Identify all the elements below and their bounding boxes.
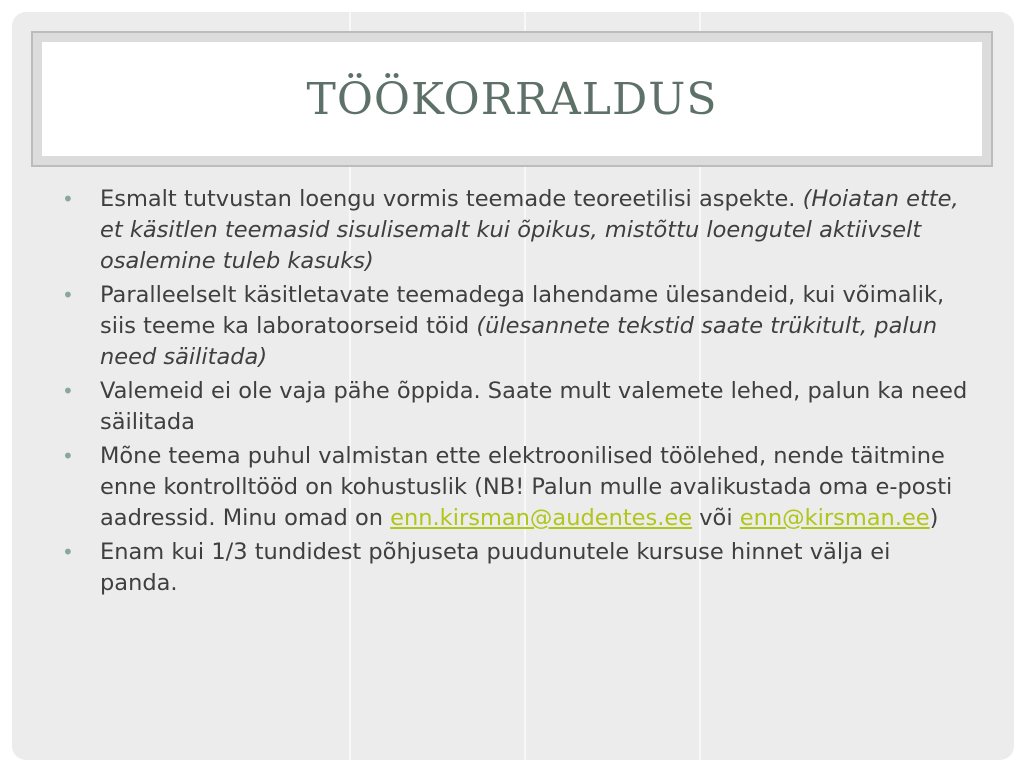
bullet-item [58, 280, 968, 373]
title-frame [31, 31, 993, 167]
bullet-item [58, 376, 968, 438]
bullet-text: Enam kui 1/3 tundidest põhjuseta puudunutele kursuse hinnet välja ei panda. [100, 539, 891, 596]
bullet-italic-note: (Hoiatan ette, et käsitlen teemasid sisulisemalt kui õpikus, mistõttu loengutel aktiivselt osalemine tuleb kasuks) [100, 186, 959, 274]
bullet-dot-icon: • [62, 283, 74, 307]
bullet-text: Valemeid ei ole vaja pähe õppida. Saate mult valemete lehed, palun ka need säilitada [100, 378, 968, 435]
bullet-closing-paren: ) [929, 505, 939, 531]
bullet-text: Esmalt tutvustan loengu vormis teemade teoreetilisi aspekte. [100, 186, 796, 212]
title-box [42, 42, 982, 156]
bullet-dot-icon: • [62, 540, 74, 564]
bullet-dot-icon: • [62, 444, 74, 468]
slide-title: TÖÖKORRALDUS [306, 73, 718, 125]
email-link-audentes[interactable]: enn.kirsman@audentes.ee [390, 505, 693, 531]
bullet-text: Paralleelselt käsitletavate teemadega lahendame ülesandeid, kui võimalik, siis teeme ka laboratoorseid töid [100, 282, 945, 339]
bullet-item [58, 184, 968, 277]
bullet-dot-icon: • [62, 187, 74, 211]
slide-content [58, 184, 968, 602]
bullet-item [58, 441, 968, 534]
slide [12, 12, 1014, 760]
bullet-connector-text: või [699, 505, 733, 531]
email-link-kirsman[interactable]: enn@kirsman.ee [739, 505, 930, 531]
bullet-item [58, 537, 968, 599]
bullet-italic-note: (ülesannete tekstid saate trükitult, palun need säilitada) [100, 313, 938, 370]
bullet-dot-icon: • [62, 379, 74, 403]
bullet-text: Mõne teema puhul valmistan ette elektroonilised töölehed, nende täitmine enne kontrolltööd on kohustuslik (NB! Palun mulle avalikustada oma e-posti aadressid. Minu omad on [100, 443, 953, 531]
bullet-list [58, 184, 968, 599]
